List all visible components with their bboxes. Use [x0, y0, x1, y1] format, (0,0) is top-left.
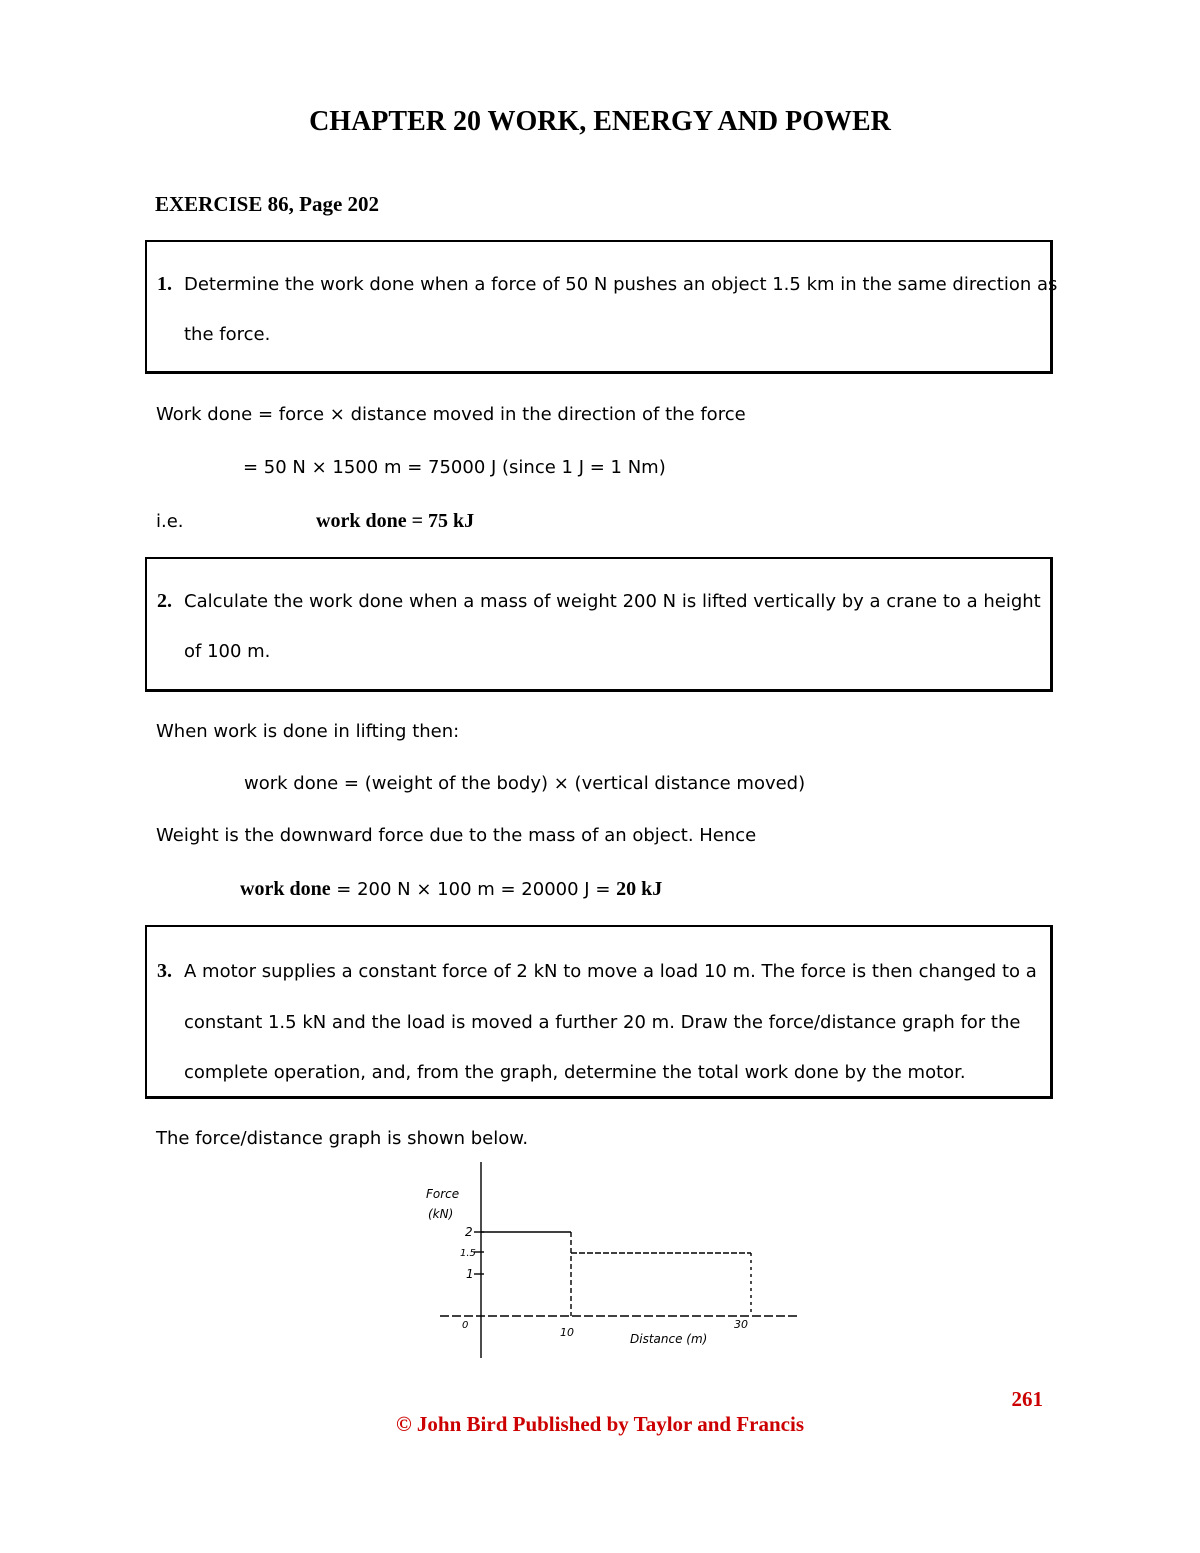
result-expression: = 200 N × 100 m = 20000 J = — [330, 879, 617, 900]
answer-1-line-2: = 50 N × 1500 m = 75000 J (since 1 J = 1 Nm) — [243, 457, 666, 478]
answer-2-line-1: When work is done in lifting then: — [156, 721, 460, 742]
question-number: 3. — [157, 960, 172, 982]
y-axis-unit: (kN) — [428, 1207, 454, 1221]
result-label: work done — [240, 878, 331, 900]
force-series — [481, 1232, 751, 1316]
y-axis-label: Force — [426, 1187, 460, 1201]
question-3-box — [145, 925, 1053, 1099]
x-tick-label: 10 — [560, 1326, 574, 1339]
answer-2-line-3: Weight is the downward force due to the mass of an object. Hence — [156, 825, 757, 846]
x-axis-label: Distance (m) — [630, 1332, 708, 1346]
result-value: 20 kJ — [616, 878, 663, 900]
answer-1-ie: i.e. — [156, 511, 184, 532]
question-text-line: complete operation, and, from the graph, determine the total work done by the motor. — [184, 1062, 966, 1083]
page-number: 261 — [1011, 1387, 1043, 1411]
question-text-line: Determine the work done when a force of 50 N pushes an object 1.5 km in the same direction as — [184, 274, 1058, 295]
question-text-line: constant 1.5 kN and the load is moved a further 20 m. Draw the force/distance graph for the — [184, 1012, 1021, 1033]
question-number: 2. — [157, 590, 172, 612]
question-text-line: of 100 m. — [184, 641, 271, 662]
question-text-line: Calculate the work done when a mass of weight 200 N is lifted vertically by a crane to a height — [184, 591, 1041, 612]
y-tick-label: 2 — [465, 1225, 473, 1239]
answer-1-result: work done = 75 kJ — [316, 510, 475, 532]
question-1-box — [145, 240, 1058, 374]
x-tick-label: 30 — [734, 1318, 748, 1331]
answer-2-line-2: work done = (weight of the body) × (vertical distance moved) — [244, 773, 806, 794]
answer-2-result — [240, 878, 662, 901]
x-tick-label: 0 — [462, 1320, 469, 1331]
exercise-heading: EXERCISE 86, Page 202 — [155, 192, 380, 216]
answer-1-line-1: Work done = force × distance moved in the direction of the force — [156, 404, 746, 425]
chapter-title: CHAPTER 20 WORK, ENERGY AND POWER — [309, 106, 891, 137]
force-distance-graph — [420, 1158, 810, 1368]
question-text-line: the force. — [184, 324, 271, 345]
question-2-box — [145, 557, 1053, 692]
question-number: 1. — [157, 273, 172, 295]
y-tick-label: 1.5 — [460, 1248, 476, 1259]
answer-3-line-1: The force/distance graph is shown below. — [156, 1128, 529, 1149]
copyright-footer: © John Bird Published by Taylor and Francis — [395, 1412, 804, 1436]
question-text-line: A motor supplies a constant force of 2 kN to move a load 10 m. The force is then changed to a — [184, 961, 1037, 982]
y-tick-label: 1 — [466, 1267, 474, 1281]
